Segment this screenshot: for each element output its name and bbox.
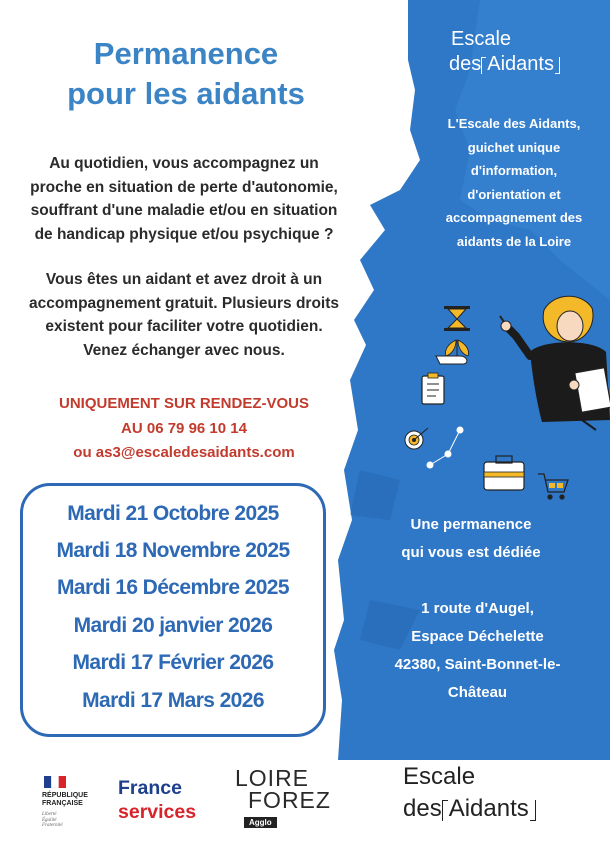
loire-forez-line-1: LOIRE (235, 765, 310, 791)
appointment-email[interactable]: ou as3@escaledesaidants.com (73, 444, 295, 461)
intro-paragraph-2 (14, 268, 354, 362)
intro-line: proche en situation de perte d'autonomie, (30, 178, 338, 196)
brand-word-aidants: Aidants (448, 795, 529, 822)
republique-line-2: FRANÇAISE (42, 800, 83, 807)
republique-line-1: RÉPUBLIQUE (42, 792, 88, 799)
intro-line: Au quotidien, vous accompagnez un (49, 155, 319, 172)
address-block (350, 595, 605, 707)
address-line-2: Espace Déchelette (411, 628, 544, 645)
loire-forez-logo (230, 765, 330, 835)
france-services-line-2: services (118, 801, 197, 823)
loire-forez-agglo: Agglo (244, 817, 277, 828)
date-item: Mardi 21 Octobre 2025 (67, 502, 279, 525)
france-services-line-1: France (118, 777, 182, 799)
escale-description (424, 112, 604, 253)
appointment-info (14, 392, 354, 466)
loire-forez-line-2: FOREZ (248, 787, 331, 813)
intro-line: Vous êtes un aidant et avez droit à un (45, 271, 323, 288)
appointment-label: UNIQUEMENT SUR RENDEZ-VOUS (58, 395, 309, 412)
title-line-1: Permanence (93, 36, 279, 71)
description-line: aidants de la Loire (456, 233, 572, 249)
address-line-4: Château (447, 684, 508, 701)
address-line-3: 42380, Saint-Bonnet-le- (394, 656, 561, 673)
date-item: Mardi 17 Mars 2026 (82, 689, 264, 712)
page-title (0, 34, 372, 114)
brand-word-des: des (403, 795, 442, 822)
devise-line: Liberté (42, 812, 57, 817)
escale-des-aidants-logo-bottom (403, 761, 536, 825)
description-line: guichet unique (467, 139, 561, 155)
date-item: Mardi 18 Novembre 2025 (56, 539, 290, 562)
date-item: Mardi 16 Décembre 2025 (57, 576, 289, 599)
title-line-2: pour les aidants (67, 76, 305, 111)
intro-line: souffrant d'une maladie et/ou en situation (30, 202, 338, 219)
dedicated-line-2: qui vous est dédiée (401, 544, 541, 561)
date-item: Mardi 20 janvier 2026 (73, 614, 273, 637)
dedicated-text (362, 511, 580, 567)
intro-line: de handicap physique et/ou psychique ? (34, 225, 334, 243)
devise-line: Égalité (42, 817, 57, 823)
brand-word-aidants: Aidants (487, 53, 554, 75)
intro-line: Venez échanger avec nous. (83, 341, 285, 359)
intro-line: accompagnement gratuit. Plusieurs droits (28, 294, 340, 312)
brand-word-des: des (449, 53, 482, 75)
dates-box (20, 483, 326, 737)
brand-word-escale: Escale (403, 763, 476, 790)
french-flag-icon (44, 776, 66, 788)
devise-line: Fraternité (42, 823, 63, 828)
appointment-phone[interactable]: AU 06 79 96 10 14 (121, 419, 247, 437)
brand-word-escale: Escale (451, 28, 512, 50)
intro-paragraph (14, 152, 354, 246)
france-services-logo (118, 776, 196, 824)
description-line: d'information, (470, 163, 558, 178)
clipboard-icon (422, 373, 444, 404)
description-line: L'Escale des Aidants, (447, 116, 581, 131)
description-line: accompagnement des (445, 210, 583, 225)
address-line-1: 1 route d'Augel, (421, 600, 534, 617)
date-item: Mardi 17 Février 2026 (72, 651, 274, 674)
intro-line: existent pour faciliter votre quotidien. (45, 318, 323, 335)
description-line: d'orientation et (467, 186, 561, 202)
dedicated-line-1: Une permanence (410, 516, 532, 533)
escale-des-aidants-logo-top (451, 27, 560, 77)
